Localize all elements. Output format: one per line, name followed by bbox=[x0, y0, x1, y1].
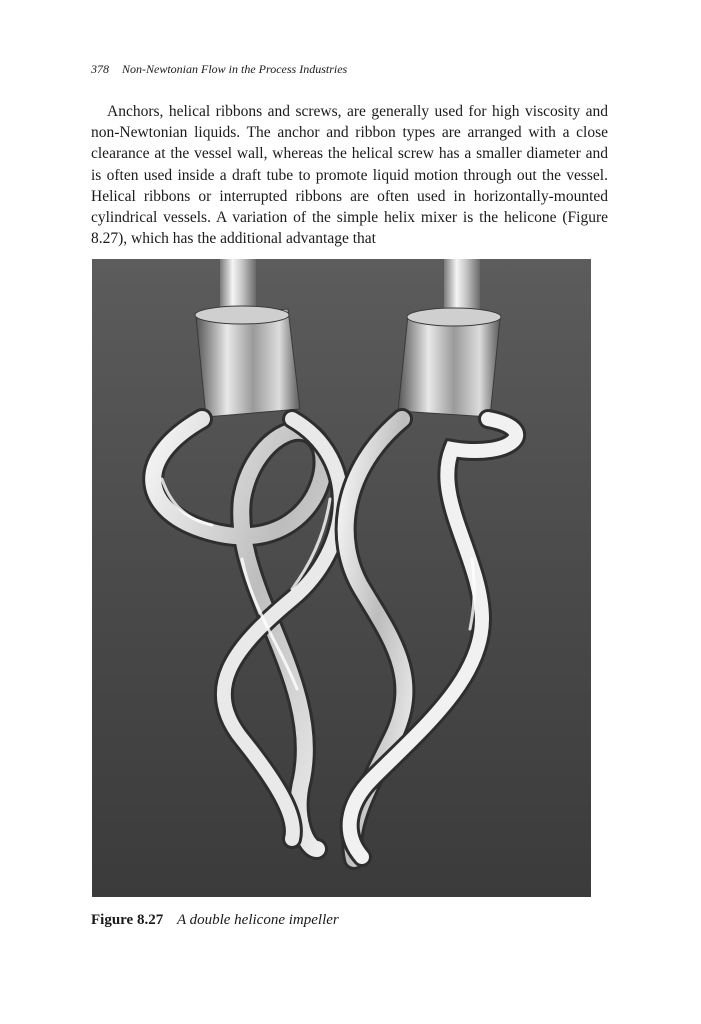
figure-label: Figure 8.27 bbox=[91, 912, 164, 928]
figure-photo bbox=[92, 259, 591, 897]
running-header bbox=[91, 62, 347, 77]
photo-background bbox=[92, 259, 591, 897]
helicone-impeller-icon bbox=[92, 259, 591, 897]
left-hub bbox=[196, 309, 300, 417]
figure-caption bbox=[91, 912, 339, 929]
left-hub-top bbox=[195, 306, 289, 324]
body-paragraph: Anchors, helical ribbons and screws, are generally used for high viscosity and non-Newtonian liquids. The anchor and ribbon types are arranged with a close clearance at the vessel wall, whereas the helical screw has a smaller diameter and is often used inside a draft tube to promote liquid motion through out the vessel. Helical ribbons or interrupted ribbons are often used in horizontally-mounted cylindrical vessels. A variation of the simple helix mixer is the helicone (Figure 8.27), which has the additional advantage that bbox=[91, 103, 608, 248]
figure-caption-text: A double helicone impeller bbox=[176, 912, 339, 928]
right-hub-top bbox=[407, 308, 501, 326]
running-title: Non-Newtonian Flow in the Process Industries bbox=[122, 62, 348, 76]
right-hub bbox=[398, 315, 500, 417]
page-number: 378 bbox=[91, 62, 109, 76]
